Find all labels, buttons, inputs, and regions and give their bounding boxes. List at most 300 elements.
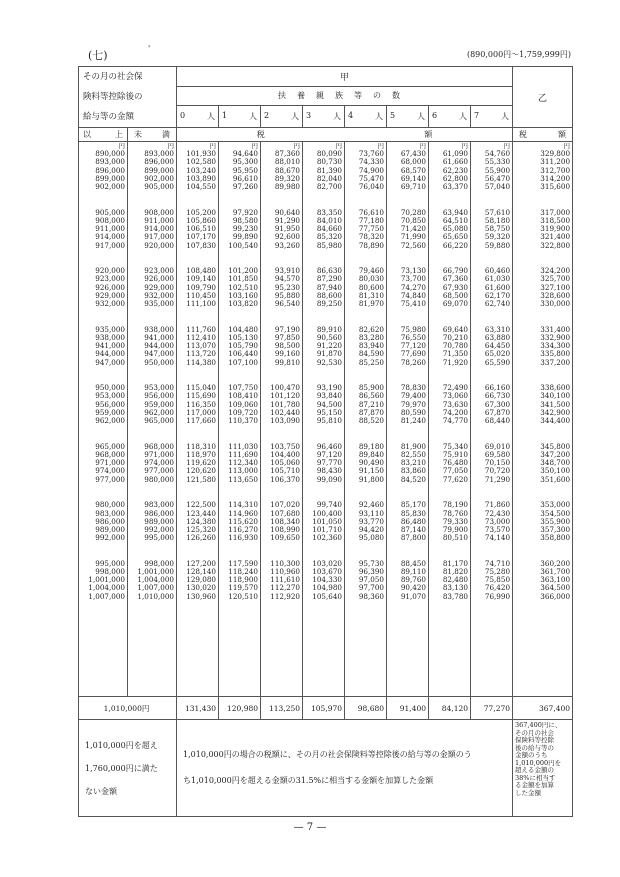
cell-value: 96,540 <box>274 299 301 309</box>
cell-value: 87,800 <box>400 533 427 543</box>
row-group <box>128 209 174 250</box>
cell-value: 89,250 <box>316 299 343 309</box>
cell-value: 89,760 <box>400 575 427 585</box>
cell-value: 351,600 <box>540 474 571 484</box>
cell-value: 112,270 <box>270 583 301 593</box>
cell-value: 66,220 <box>442 240 469 250</box>
last-row-value-1: 120,980 <box>219 697 261 720</box>
row-group <box>303 267 342 308</box>
cell-value: 62,800 <box>442 173 469 183</box>
cell-value: 63,370 <box>442 182 469 192</box>
cell-value: 63,880 <box>484 332 511 342</box>
cell-value: 965,000 <box>95 441 125 451</box>
footer-otsu-line: 超える金額の <box>515 766 555 775</box>
cell-value: 65,650 <box>442 232 469 242</box>
row-group <box>387 267 426 308</box>
cell-value: 76,610 <box>358 207 385 217</box>
cell-value: 67,930 <box>442 282 469 292</box>
cell-value: 62,170 <box>484 290 511 300</box>
cell-value: 360,200 <box>540 558 571 568</box>
cell-value: 117,660 <box>186 416 217 426</box>
cell-value: 73,570 <box>484 524 511 534</box>
cell-value: 318,500 <box>540 215 571 225</box>
cell-value: 94,500 <box>316 399 343 409</box>
row-group <box>471 150 510 191</box>
cell-value: 119,620 <box>186 458 217 468</box>
cell-value: 87,870 <box>358 407 385 417</box>
cell-value: 947,000 <box>144 349 175 359</box>
cell-value: 941,000 <box>95 341 125 351</box>
cell-value: 91,290 <box>274 215 301 225</box>
cell-value: 101,850 <box>228 274 259 284</box>
cell-value: 71,920 <box>442 357 469 367</box>
cell-value: 78,260 <box>400 357 427 367</box>
col-dependents-3 <box>303 142 345 697</box>
row-group <box>513 443 570 484</box>
cell-value: 67,360 <box>442 274 469 284</box>
yen-unit: 円 <box>377 142 385 150</box>
cell-value: 70,150 <box>484 458 511 468</box>
row-group <box>429 501 468 542</box>
row-group <box>177 150 216 191</box>
footer-otsu-line: 38%に相当す <box>515 773 556 782</box>
cell-value: 977,000 <box>144 466 175 476</box>
cell-value: 335,800 <box>540 349 571 359</box>
cell-value: 110,370 <box>228 416 259 426</box>
dependents-7: 7 人 <box>471 105 513 127</box>
row-group <box>219 560 258 601</box>
cell-value: 115,040 <box>186 383 217 393</box>
cell-value: 114,310 <box>228 500 259 510</box>
cell-value: 956,000 <box>144 391 175 401</box>
cell-value: 74,840 <box>400 290 427 300</box>
cell-value: 78,190 <box>442 500 469 510</box>
cell-value: 968,000 <box>144 441 175 451</box>
cell-value: 1,001,000 <box>137 567 175 577</box>
cell-value: 89,320 <box>274 173 301 183</box>
cell-value: 101,930 <box>186 149 217 159</box>
cell-value: 75,470 <box>358 173 385 183</box>
cell-value: 329,800 <box>540 149 571 159</box>
col-dependents-4 <box>345 142 387 697</box>
cell-value: 97,190 <box>274 324 301 334</box>
cell-value: 91,950 <box>274 224 301 234</box>
cell-value: 109,650 <box>270 533 301 543</box>
cell-value: 108,340 <box>270 516 301 526</box>
row-group <box>261 443 300 484</box>
cell-value: 79,460 <box>358 266 385 276</box>
cell-value: 363,100 <box>540 575 571 585</box>
cell-value: 67,430 <box>400 149 427 159</box>
row-group <box>387 501 426 542</box>
cell-value: 103,090 <box>270 416 301 426</box>
cell-value: 80,510 <box>442 533 469 543</box>
row-group <box>513 560 570 601</box>
cell-value: 87,140 <box>400 524 427 534</box>
cell-value: 102,360 <box>312 533 343 543</box>
cell-value: 344,400 <box>540 416 571 426</box>
cell-value: 97,700 <box>358 583 385 593</box>
row-group <box>429 326 468 367</box>
cell-value: 120,620 <box>186 466 217 476</box>
row-group <box>79 443 125 484</box>
cell-value: 1,004,000 <box>88 583 125 593</box>
cell-value: 81,310 <box>358 290 385 300</box>
row-group <box>303 384 342 425</box>
cell-value: 89,180 <box>358 441 385 451</box>
footer-otsu-line: した金額 <box>515 788 542 797</box>
row-group <box>128 560 174 601</box>
cell-value: 85,980 <box>316 240 343 250</box>
cell-value: 69,070 <box>442 299 469 309</box>
cell-value: 91,870 <box>316 349 343 359</box>
cell-value: 95,300 <box>232 157 259 167</box>
cell-value: 342,900 <box>540 407 571 417</box>
cell-value: 85,320 <box>316 232 343 242</box>
row-group <box>303 209 342 250</box>
cell-value: 125,320 <box>186 524 217 534</box>
cell-value: 89,840 <box>358 449 385 459</box>
cell-value: 97,850 <box>274 332 301 342</box>
cell-value: 321,400 <box>540 232 571 242</box>
row-group <box>79 267 125 308</box>
cell-value: 108,480 <box>186 266 217 276</box>
col-to <box>128 142 177 697</box>
dependents-5: 5 人 <box>387 105 429 127</box>
cell-value: 104,400 <box>270 449 301 459</box>
cell-value: 935,000 <box>95 324 125 334</box>
cell-value: 107,100 <box>228 357 259 367</box>
cell-value: 929,000 <box>144 282 175 292</box>
cell-value: 58,750 <box>484 224 511 234</box>
cell-value: 109,790 <box>186 282 217 292</box>
cell-value: 84,660 <box>316 224 343 234</box>
cell-value: 110,960 <box>270 567 301 577</box>
yen-unit: 円 <box>419 142 427 150</box>
cell-value: 92,530 <box>316 357 343 367</box>
cell-value: 90,560 <box>316 332 343 342</box>
cell-value: 80,600 <box>358 282 385 292</box>
cell-value: 121,580 <box>186 474 217 484</box>
cell-value: 920,000 <box>144 240 175 250</box>
cell-value: 347,200 <box>540 449 571 459</box>
cell-value: 968,000 <box>95 449 125 459</box>
cell-value: 82,620 <box>358 324 385 334</box>
tax-table <box>78 66 573 817</box>
cell-value: 85,830 <box>400 508 427 518</box>
tax-amount-header: 税 額 <box>177 128 513 142</box>
col-dependents-6 <box>429 142 471 697</box>
row-group <box>345 501 384 542</box>
cell-value: 58,180 <box>484 215 511 225</box>
yen-unit: 円 <box>167 142 175 150</box>
cell-value: 899,000 <box>144 165 175 175</box>
cell-value: 122,500 <box>186 500 217 510</box>
cell-value: 64,510 <box>442 215 469 225</box>
cell-value: 97,050 <box>358 575 385 585</box>
cell-value: 947,000 <box>95 357 125 367</box>
cell-value: 82,040 <box>316 173 343 183</box>
cell-value: 1,007,000 <box>137 583 175 593</box>
cell-value: 322,800 <box>540 240 571 250</box>
cell-value: 68,570 <box>400 165 427 175</box>
cell-value: 99,740 <box>316 500 343 510</box>
cell-value: 111,690 <box>228 449 259 459</box>
cell-value: 91,150 <box>358 466 385 476</box>
cell-value: 337,200 <box>540 357 571 367</box>
row-group <box>261 560 300 601</box>
footer-otsu-line: 367,400円に、 <box>515 721 562 730</box>
cell-value: 57,610 <box>484 207 511 217</box>
otsu-tax-header: 税 額 <box>513 128 573 142</box>
cell-value: 324,200 <box>540 266 571 276</box>
last-row-value-6: 84,120 <box>429 697 471 720</box>
cell-value: 75,410 <box>400 299 427 309</box>
cell-value: 68,500 <box>442 290 469 300</box>
row-group <box>303 560 342 601</box>
cell-value: 87,210 <box>358 399 385 409</box>
row-group <box>219 150 258 191</box>
cell-value: 90,640 <box>274 207 301 217</box>
cell-value: 79,900 <box>442 524 469 534</box>
cell-value: 86,560 <box>358 391 385 401</box>
miman-header: 未 満 <box>128 128 177 142</box>
cell-value: 65,590 <box>484 357 511 367</box>
cell-value: 76,990 <box>484 591 511 601</box>
cell-value: 113,650 <box>228 474 259 484</box>
cell-value: 107,680 <box>270 508 301 518</box>
dependents-4: 4 人 <box>345 105 387 127</box>
footer-otsu-line: 1,010,000円を <box>515 758 562 767</box>
cell-value: 70,210 <box>442 332 469 342</box>
cell-value: 111,030 <box>228 441 259 451</box>
cell-value: 80,590 <box>400 407 427 417</box>
footer-rule: 1,010,000円の場合の税額に、その月の社会保険料等控除後の給与等の金額のう ち1,010,000円を超える金額の31.5%に相当する金額を加算した金額 <box>177 720 513 817</box>
cell-value: 911,000 <box>144 215 175 225</box>
cell-value: 92,600 <box>274 232 301 242</box>
row-group <box>303 501 342 542</box>
cell-value: 908,000 <box>144 207 175 217</box>
cell-value: 962,000 <box>95 416 125 426</box>
cell-value: 983,000 <box>95 508 125 518</box>
cell-value: 67,300 <box>484 399 511 409</box>
cell-value: 332,900 <box>540 332 571 342</box>
cell-value: 105,860 <box>186 215 217 225</box>
cell-value: 110,300 <box>270 558 301 568</box>
row-group <box>219 384 258 425</box>
cell-value: 104,980 <box>312 583 343 593</box>
cell-value: 953,000 <box>95 391 125 401</box>
cell-value: 366,000 <box>540 591 571 601</box>
cell-value: 61,600 <box>484 282 511 292</box>
row-group <box>177 560 216 601</box>
yen-unit: 円 <box>293 142 301 150</box>
cell-value: 980,000 <box>95 500 125 510</box>
yen-unit: 円 <box>563 142 571 150</box>
tick-mark: ' <box>148 44 151 53</box>
cell-value: 95,150 <box>316 407 343 417</box>
cell-value: 917,000 <box>95 240 125 250</box>
cell-value: 79,400 <box>400 391 427 401</box>
cell-value: 106,440 <box>228 349 259 359</box>
cell-value: 330,000 <box>540 299 571 309</box>
cell-value: 82,550 <box>400 449 427 459</box>
cell-value: 61,660 <box>442 157 469 167</box>
cell-value: 107,170 <box>186 232 217 242</box>
cell-value: 113,000 <box>228 466 259 476</box>
cell-value: 73,630 <box>442 399 469 409</box>
cell-value: 118,310 <box>186 441 217 451</box>
cell-value: 92,460 <box>358 500 385 510</box>
cell-value: 962,000 <box>144 407 175 417</box>
cell-value: 73,760 <box>358 149 385 159</box>
cell-value: 76,480 <box>442 458 469 468</box>
cell-value: 76,420 <box>484 583 511 593</box>
cell-value: 112,410 <box>186 332 217 342</box>
row-group <box>513 326 570 367</box>
cell-value: 938,000 <box>95 332 125 342</box>
cell-value: 76,550 <box>400 332 427 342</box>
cell-value: 117,000 <box>186 407 217 417</box>
cell-value: 99,090 <box>316 474 343 484</box>
cell-value: 75,910 <box>442 449 469 459</box>
cell-value: 124,380 <box>186 516 217 526</box>
cell-value: 77,050 <box>442 466 469 476</box>
cell-value: 914,000 <box>144 224 175 234</box>
cell-value: 77,750 <box>358 224 385 234</box>
cell-value: 97,120 <box>316 449 343 459</box>
row-group <box>219 267 258 308</box>
row-group <box>303 150 342 191</box>
cell-value: 926,000 <box>144 274 175 284</box>
row-group <box>219 501 258 542</box>
cell-value: 1,010,000 <box>137 591 175 601</box>
cell-value: 103,670 <box>312 567 343 577</box>
row-group <box>219 209 258 250</box>
cell-value: 102,440 <box>270 407 301 417</box>
row-group <box>79 150 125 191</box>
cell-value: 72,560 <box>400 240 427 250</box>
row-group <box>303 443 342 484</box>
cell-value: 109,720 <box>228 407 259 417</box>
cell-value: 75,980 <box>400 324 427 334</box>
cell-value: 325,700 <box>540 274 571 284</box>
cell-value: 86,480 <box>400 516 427 526</box>
cell-value: 953,000 <box>144 383 175 393</box>
cell-value: 65,080 <box>442 224 469 234</box>
row-group <box>261 150 300 191</box>
cell-value: 105,060 <box>270 458 301 468</box>
cell-value: 128,140 <box>186 567 217 577</box>
cell-value: 971,000 <box>144 449 175 459</box>
row-group <box>429 150 468 191</box>
cell-value: 93,910 <box>274 266 301 276</box>
cell-value: 106,510 <box>186 224 217 234</box>
cell-value: 95,950 <box>232 165 259 175</box>
amount-header <box>79 67 177 128</box>
cell-value: 103,240 <box>186 165 217 175</box>
cell-value: 84,010 <box>316 215 343 225</box>
cell-value: 983,000 <box>144 500 175 510</box>
cell-value: 90,420 <box>400 583 427 593</box>
row-group <box>177 501 216 542</box>
cell-value: 944,000 <box>95 349 125 359</box>
cell-value: 102,580 <box>186 157 217 167</box>
cell-value: 77,120 <box>400 341 427 351</box>
cell-value: 88,010 <box>274 157 301 167</box>
cell-value: 55,900 <box>484 165 511 175</box>
cell-value: 62,230 <box>442 165 469 175</box>
last-row-label: 1,010,000円 <box>79 697 177 720</box>
row-group <box>471 267 510 308</box>
cell-value: 87,290 <box>316 274 343 284</box>
cell-value: 119,570 <box>228 583 259 593</box>
cell-value: 105,790 <box>228 341 259 351</box>
row-group <box>429 443 468 484</box>
cell-value: 98,360 <box>358 591 385 601</box>
cell-value: 73,130 <box>400 266 427 276</box>
row-group <box>345 560 384 601</box>
cell-value: 85,900 <box>358 383 385 393</box>
cell-value: 123,440 <box>186 508 217 518</box>
row-group <box>128 150 174 191</box>
cell-value: 959,000 <box>95 407 125 417</box>
cell-value: 83,780 <box>442 591 469 601</box>
cell-value: 74,330 <box>358 157 385 167</box>
cell-value: 79,330 <box>442 516 469 526</box>
cell-value: 71,420 <box>400 224 427 234</box>
row-group <box>177 443 216 484</box>
last-row-value-3: 105,970 <box>303 697 345 720</box>
ijo-header: 以 上 <box>79 128 128 142</box>
cell-value: 83,130 <box>442 583 469 593</box>
row-group <box>387 150 426 191</box>
cell-value: 66,790 <box>442 266 469 276</box>
cell-value: 54,760 <box>484 149 511 159</box>
row-group <box>429 384 468 425</box>
row-group <box>219 326 258 367</box>
cell-value: 95,810 <box>316 416 343 426</box>
cell-value: 61,030 <box>484 274 511 284</box>
cell-value: 78,760 <box>442 508 469 518</box>
dependents-1: 1 人 <box>219 105 261 127</box>
row-group <box>79 209 125 250</box>
last-row-value-4: 98,680 <box>345 697 387 720</box>
cell-value: 68,440 <box>484 416 511 426</box>
cell-value: 97,920 <box>232 207 259 217</box>
cell-value: 317,000 <box>540 207 571 217</box>
cell-value: 60,460 <box>484 266 511 276</box>
cell-value: 989,000 <box>144 516 175 526</box>
cell-value: 56,470 <box>484 173 511 183</box>
cell-value: 354,500 <box>540 508 571 518</box>
row-group <box>429 560 468 601</box>
cell-value: 107,750 <box>228 383 259 393</box>
cell-value: 116,930 <box>228 533 259 543</box>
row-group <box>513 267 570 308</box>
cell-value: 69,010 <box>484 441 511 451</box>
cell-value: 893,000 <box>95 157 125 167</box>
yen-unit: 円 <box>251 142 259 150</box>
cell-value: 91,070 <box>400 591 427 601</box>
cell-value: 95,230 <box>274 282 301 292</box>
cell-value: 78,890 <box>358 240 385 250</box>
col-dependents-5 <box>387 142 429 697</box>
row-group <box>345 326 384 367</box>
cell-value: 977,000 <box>95 474 125 484</box>
row-group <box>128 384 174 425</box>
cell-value: 89,110 <box>400 567 427 577</box>
